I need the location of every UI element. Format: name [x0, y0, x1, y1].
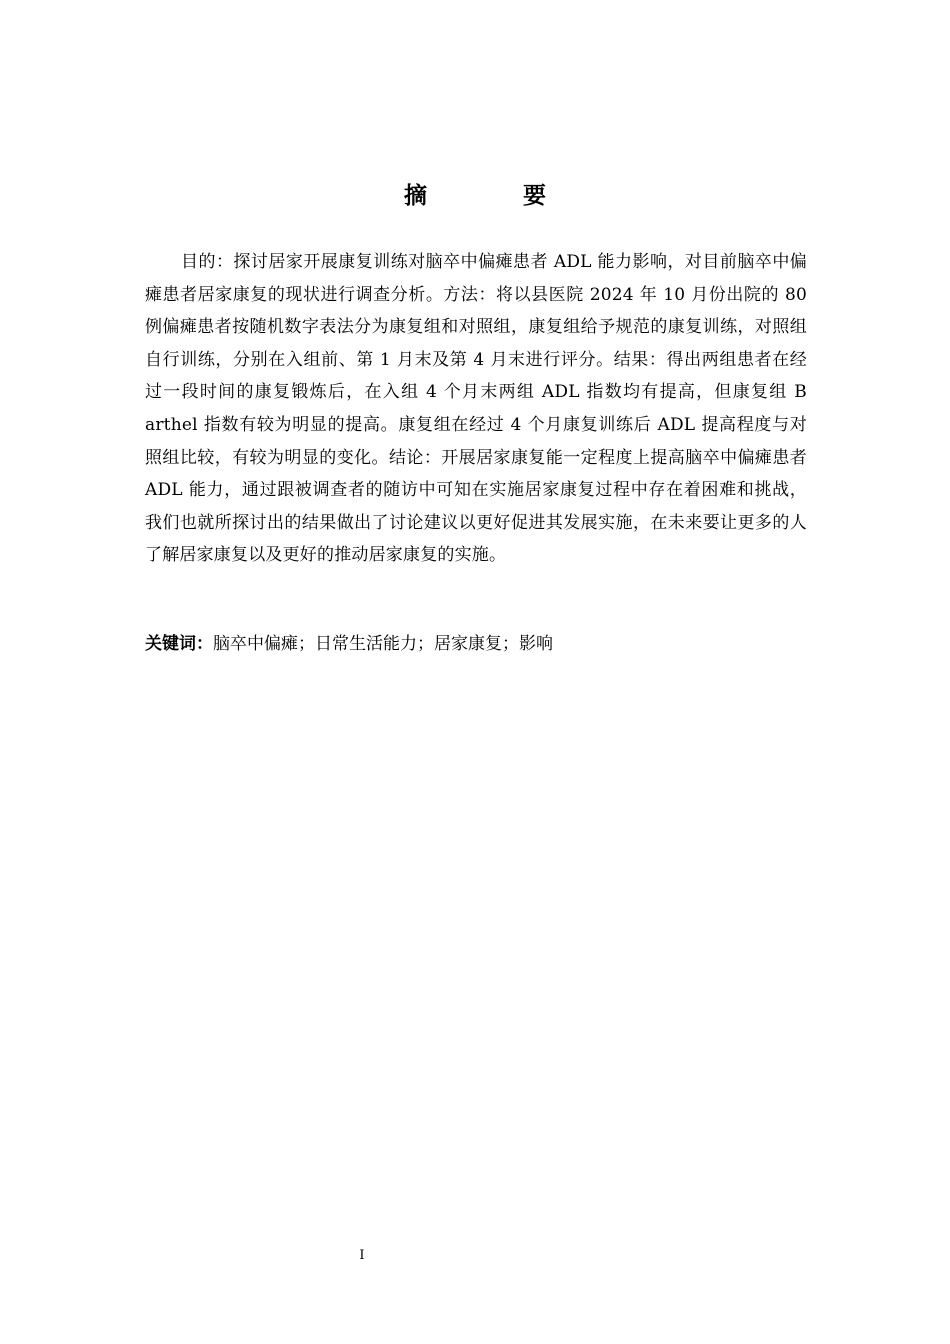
abstract-body: 目的：探讨居家开展康复训练对脑卒中偏瘫患者 ADL 能力影响，对目前脑卒中偏瘫患者居家康复的现状进行调查分析。方法：将以县医院 2024 年 10 月份出院的 80 例偏瘫患者按随机数字表法分为康复组和对照组，康复组给予规范的康复训练，对照组自行训练，分别在入组前、第 1 月末及第 4 月末进行评分。结果：得出两组患者在经过一段时间的康复锻炼后，在入组 4 个月末两组 ADL 指数均有提高，但康复组 B arthel 指数有较为明显的提高。康复组在经过 4 个月康复训练后 ADL 提高程度与对照组比较，有较为明显的变化。结论：开展居家康复能一定程度上提高脑卒中偏瘫患者 ADL 能力，通过跟被调查者的随访中可知在实施居家康复过程中存在着困难和挑战，我们也就所探讨出的结果做出了讨论建议以更好促进其发展实施，在未来要让更多的人了解居家康复以及更好的推动居家康复的实施。	[145, 252, 807, 566]
keywords-label: 关键词：	[145, 634, 213, 654]
keywords-text: 脑卒中偏瘫；日常生活能力；居家康复；影响	[213, 634, 553, 654]
keywords-line	[145, 628, 807, 660]
page-number: I	[359, 1248, 365, 1263]
abstract-title: 摘 要	[403, 183, 590, 209]
